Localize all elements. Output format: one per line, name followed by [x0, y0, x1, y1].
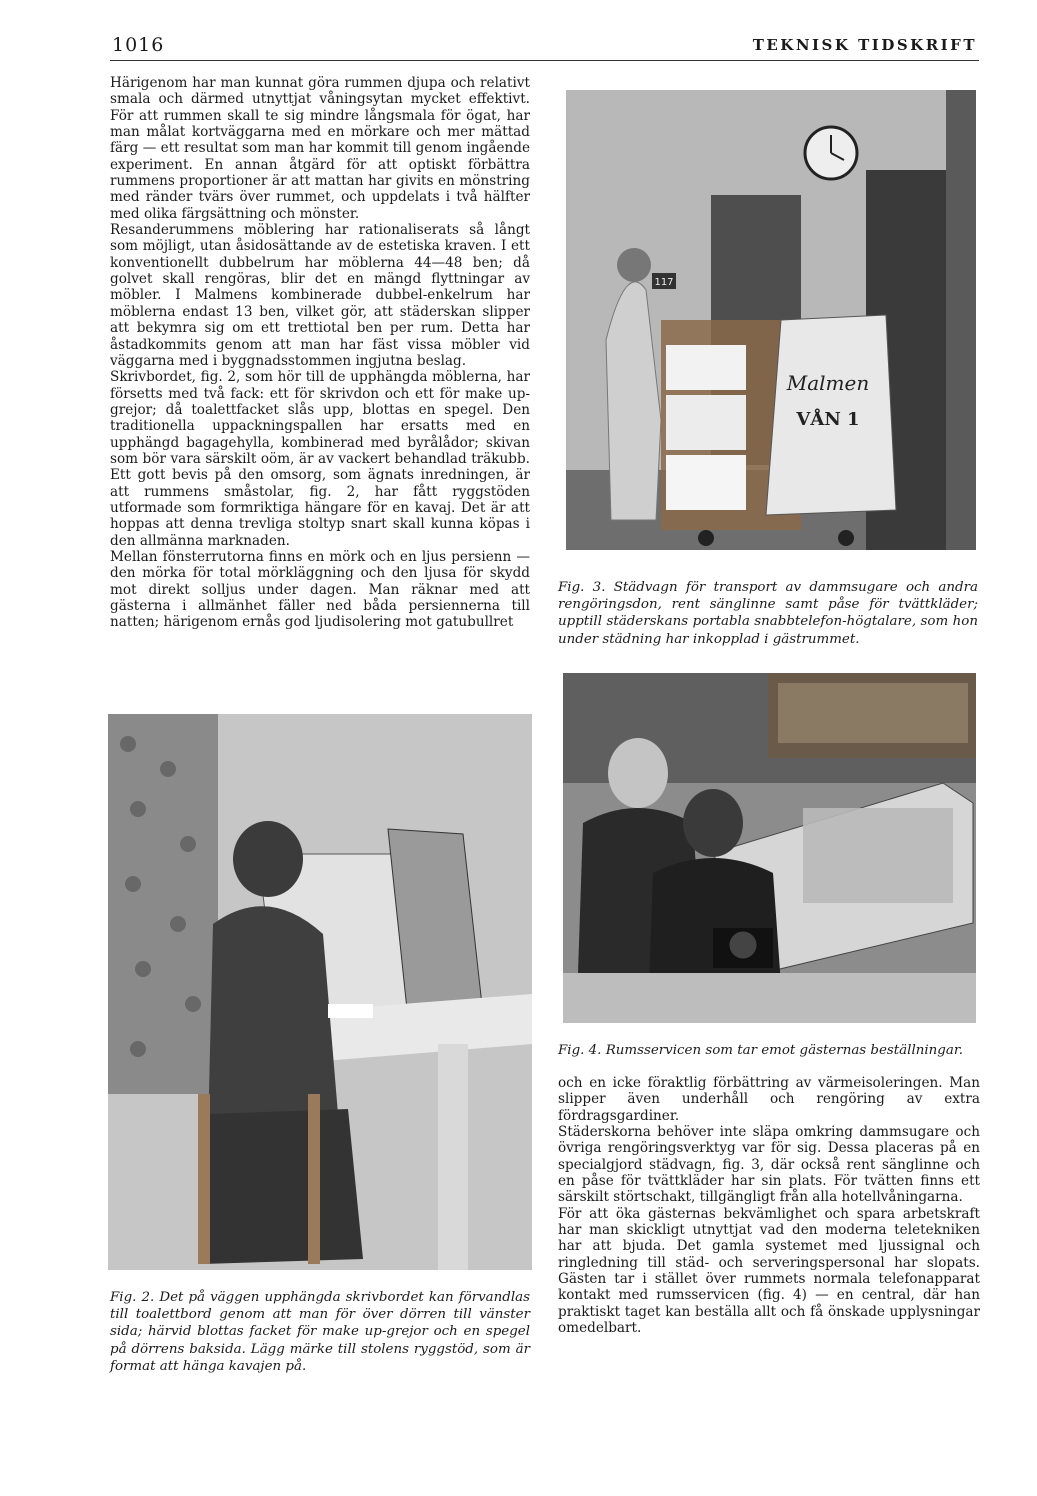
fig4-photo	[563, 673, 976, 1023]
fig2-caption-text: Det på väggen upphängda skrivbordet kan förvandlas till toalettbord genom att man för över dörren till vänster sida; härvid blottas facket för make up-grejor och en spegel på dörrens baksida. Lägg märke till stolens ryggstöd, som är format att hänga kavajen på.	[110, 1290, 530, 1374]
fig2-label: Fig. 2.	[110, 1290, 155, 1305]
paragraph: För att öka gästernas bekvämlighet och spara arbetskraft har man skickligt utnyttjat vad den moderna teletekniken har att bjuda. Det gamla systemet med ljussignal och ringledning till städ- och serveringspersonal har slopats. Gästen tar i stället över rummets normala telefonapparat kontakt med rumsservicen (fig. 4) — en central, där han praktiskt taget kan beställa allt och få önskade upplysningar omedelbart.	[558, 1205, 980, 1337]
paragraph: Skrivbordet, fig. 2, som hör till de upphängda möblerna, har försetts med två fack: ett för skrivdon och ett för make up-grejor; då toalettfacket slås upp, blottas en spegel. Den traditionella uppackningspallen har ersatts med en upphängd bagagehylla, kombinerad med byrålådor; skivan som bör vara särskilt oöm, är av vackert behandlad träkubb. Ett gott bevis på den omsorg, som ägnats inredningen, är att rummens småstolar, fig. 2, har fått ryggstöden utformade som formriktiga hängare för en kavaj. Det är att hoppas att denna trevliga stoltyp snart skall kunna köpas i den allmänna marknaden.	[110, 369, 530, 549]
page-number: 1016	[112, 34, 165, 56]
fig2-caption	[110, 1289, 530, 1375]
fig3-caption-text: Städvagn för transport av dammsugare och andra rengöringsdon, rent sänglinne samt påse för tvättkläder; upptill städerskans portabla snabbtelefon-högtalare, som hon under städning har inkopplad i gästrummet.	[558, 580, 978, 647]
running-head: TEKNISK TIDSKRIFT	[752, 36, 977, 54]
right-column-text	[558, 1075, 980, 1337]
room-number-sign: 117	[654, 277, 674, 288]
fig3-photo	[566, 90, 976, 550]
paragraph: Mellan fönsterrutorna finns en mörk och en ljus persienn — den mörka för total mörkläggning och den ljusa för skydd mot direkt solljus under dagen. Man räknar med att gästerna i allmänhet fäller ned båda persiennerna till natten; härigenom ernås god ljudisolering mot gatubullret	[110, 548, 530, 631]
header-rule	[110, 60, 979, 61]
bag-logo-text: Malmen	[786, 371, 870, 395]
paragraph: Härigenom har man kunnat göra rummen djupa och relativt smala och därmed utnyttjat våningsytan mycket effektivt. För att rummen skall te sig mindre långsmala för ögat, har man målat kortväggarna med en mörkare och mer mättad färg — ett resultat som man har kommit till genom ingående experiment. En annan åtgärd för att optiskt förbättra rummens proportioner är att mattan har givits en mönstring med ränder tvärs över rummet, och uppdelats i två hälfter med olika färgsättning och mönster.	[110, 75, 530, 222]
fig3-label: Fig. 3.	[558, 580, 606, 595]
paragraph: Städerskorna behöver inte släpa omkring dammsugare och övriga rengöringsverktyg var för sig. Dessa placeras på en specialgjord städvagn, fig. 3, där också rent sänglinne och en påse för tvättkläder har sin plats. För tvätten finns ett särskilt störtschakt, tillgängligt från alla hotellvåningarna.	[558, 1124, 980, 1206]
paragraph: och en icke föraktlig förbättring av värmeisoleringen. Man slipper även underhåll och rengöring av extra fördragsgardiner.	[558, 1075, 980, 1124]
bag-floor-text: VÅN 1	[796, 409, 860, 430]
fig4-caption-text: Rumsservicen som tar emot gästernas beställningar.	[605, 1043, 963, 1058]
fig4-label: Fig. 4.	[558, 1043, 602, 1058]
left-column-text	[110, 75, 530, 631]
fig3-caption	[558, 579, 978, 648]
fig4-caption	[558, 1042, 980, 1059]
fig2-photo	[108, 714, 532, 1270]
paragraph: Resanderummens möblering har rationaliserats så långt som möjligt, utan åsidosättande av de estetiska kraven. I ett konventionellt dubbelrum har möblerna 44—48 ben; då golvet skall rengöras, blir det en mängd flyttningar av möbler. I Malmens kombinerade dubbel-enkelrum har möblerna endast 13 ben, vilket gör, att städerskan slipper att bekymra sig om ett trettiotal ben per rum. Detta har åstadkommits genom att man har fäst vissa möbler vid väggarna med i byggnadsstommen ingjutna beslag.	[110, 222, 530, 369]
